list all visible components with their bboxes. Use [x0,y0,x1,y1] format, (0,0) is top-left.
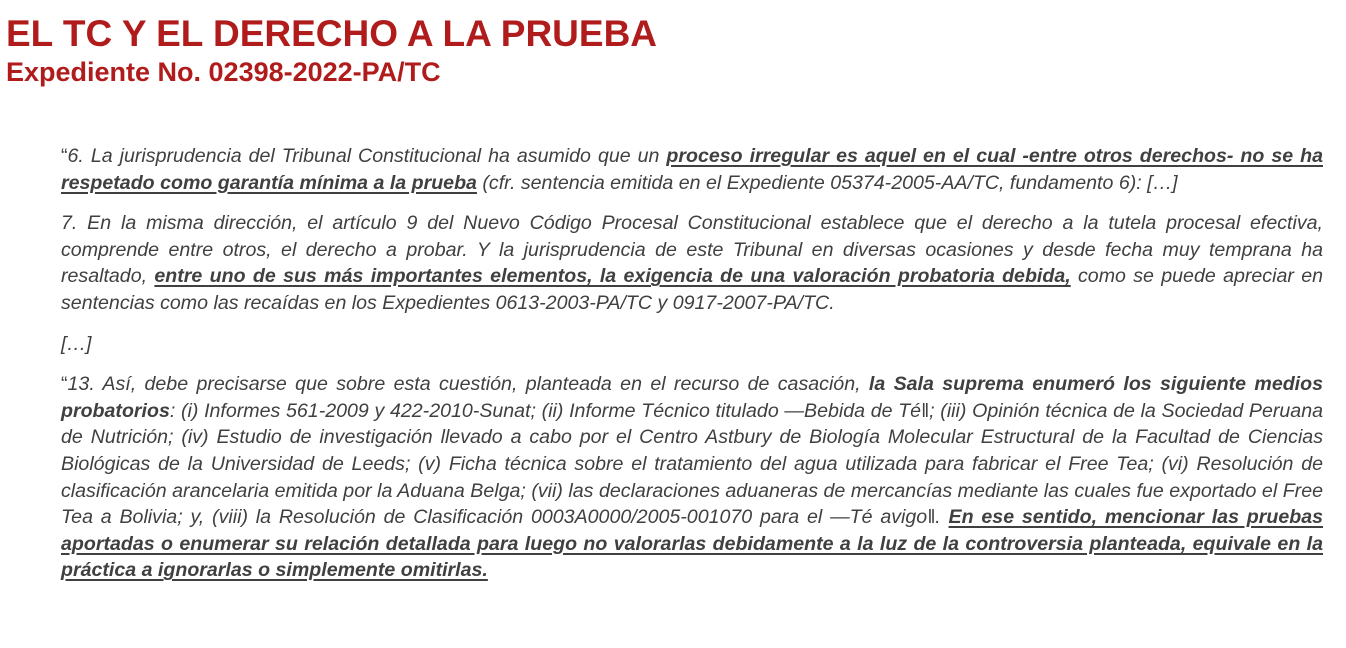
paragraph-13-highlight: En ese sentido, mencionar las pruebas aportadas o enumerar su relación detallada para luego no valorarlas debidamente a la luz de la controversia planteada, equivale en la práctica a ignorarlas o simplemente omitirlas. [61,506,1323,582]
paragraph-6-intro: 6. La jurisprudencia del Tribunal Constitucional ha asumido que un [67,145,667,167]
document-header [6,12,657,88]
paragraph-7-rest: como se puede apreciar en sentencias como las recaídas en los Expedientes 0613-2003-PA/TC y 0917-2007-PA/TC. [61,265,1323,314]
paragraph-7-highlight: entre uno de sus más importantes elementos, la exigencia de una valoración probatoria debida, [154,265,1071,288]
paragraph-7-intro: 7. En la misma dirección, el artículo 9 del Nuevo Código Procesal Constitucional establece que el derecho a la tutela procesal efectiva, comprende entre otros, el derecho a probar. Y la jurisprudencia de este Tribunal en diversas ocasiones y desde fecha muy temprana ha resaltado, [61,212,1323,288]
page-title: EL TC Y EL DERECHO A LA PRUEBA [6,13,658,54]
paragraph-13-bold: la Sala suprema enumeró los siguiente medios probatorios [61,373,1323,422]
paragraph-13-intro: 13. Así, debe precisarse que sobre esta cuestión, planteada en el recurso de casación, [67,373,869,396]
case-number-subtitle: Expediente No. 02398-2022-PA/TC [6,57,441,87]
paragraph-13 [61,371,1323,584]
omission-ellipsis: […] [61,332,92,355]
paragraph-13-middle: : (i) Informes 561-2009 y 422-2010-Sunat; (ii) Informe Técnico titulado ―Bebida de Té‖; (iii) Opinión técnica de la Sociedad Peruana de Nutrición; (iv) Estudio de investigación llevado a cabo por el Centro Astbury de Biología Molecular Estructural de la Facultad de Ciencias Biológicas de la Universidad de Leeds; (v) Ficha técnica sobre el tratamiento del agua utilizada para fabricar el Free Tea; (vi) Resolución de clasificación arancelaria emitida por la Aduana Belga; (vii) las declaraciones aduaneras de mercancías mediante las cuales fue exportado el Free Tea a Bolivia; y, (viii) la Resolución de Clasificación 0003A0000/2005-001070 para el ―Té avigo‖. [61,399,1323,529]
paragraph-6-rest: (cfr. sentencia emitida en el Expediente 05374-2005-AA/TC, fundamento 6): […] [476,171,1178,194]
paragraph-7 [61,210,1323,316]
opening-quote-mark: “ [61,145,68,167]
paragraph-13-open-quote: “ [61,373,68,396]
quoted-ruling-text [61,143,1323,598]
paragraph-6 [61,143,1323,196]
paragraph-6-highlight: proceso irregular es aquel en el cual -entre otros derechos- no se ha respetado como garantía mínima a la prueba [61,145,1323,194]
